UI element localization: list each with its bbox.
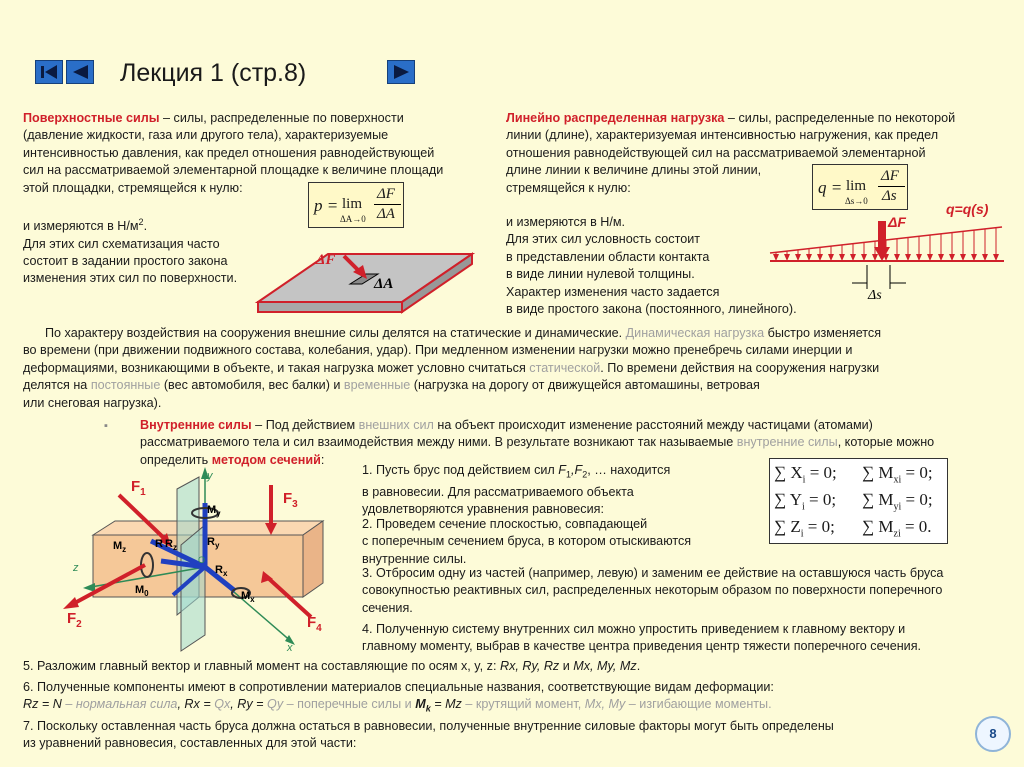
- step2-l1: 2. Проведем сечение плоскостью, совпадающей: [362, 517, 648, 531]
- rx-label: $R_x$: [215, 564, 228, 578]
- eq-row3b: ∑ $M_{zi} = 0$.: [862, 517, 932, 540]
- fig-linear-df-label: ΔF: [888, 214, 906, 230]
- first-slide-icon: [36, 61, 62, 83]
- step2-l3: внутренние силы.: [362, 551, 467, 566]
- load-arrow-head: [916, 254, 922, 261]
- surface-unit-end: .: [143, 219, 148, 234]
- formula-p-lim: lim: [342, 196, 363, 212]
- load-arrow-head: [828, 254, 834, 261]
- step6-ry: , Ry =: [230, 697, 268, 712]
- f2-label: $F_2$: [67, 610, 82, 630]
- load-arrow-head: [993, 254, 999, 261]
- step1-d: , … находится: [587, 463, 671, 477]
- formula-q-num: ΔF: [881, 168, 899, 184]
- character-l4c: (вес автомобиля, вес балки) и: [160, 378, 344, 393]
- load-character-paragraph: [23, 325, 881, 412]
- load-arrow-head: [971, 254, 977, 261]
- z-axis-label: z: [73, 562, 79, 574]
- load-arrow-head: [817, 254, 823, 261]
- step-1: [362, 462, 670, 519]
- equilibrium-equations: [769, 458, 948, 544]
- step6-l1: 6. Полученные компоненты имеют в сопротивлении материалов специальные названия, соответствующие видам деформации:: [23, 680, 774, 694]
- load-arrow-head: [861, 254, 867, 261]
- page-title: Лекция 1 (стр.8): [120, 59, 307, 87]
- eq-row2b: ∑ $M_{yi} = 0$;: [862, 490, 933, 513]
- character-l1c: быстро изменяется: [764, 326, 882, 340]
- linear-line5: стремящейся к нулю:: [506, 180, 631, 195]
- first-slide-button[interactable]: [35, 60, 63, 84]
- step1-f1: F: [558, 463, 566, 477]
- linear-line6: и измеряются в Н/м.: [506, 215, 626, 230]
- formula-q-sub: Δs→0: [845, 196, 868, 206]
- load-arrow-head: [927, 254, 933, 261]
- dynamic-load-term: Динамическая нагрузка: [625, 326, 765, 340]
- step2-l2: с поперечным сечением бруса, в котором отыскиваются: [362, 534, 692, 549]
- mz-label: $M_z$: [113, 540, 127, 554]
- load-arrow-head: [850, 254, 856, 261]
- step-3: [362, 565, 943, 617]
- internal-l2a: рассматриваемого тела и сил взаимодействия между ними. В результате возникают так называемые: [140, 435, 737, 450]
- step3-l2: совокупностью реактивных сил, распределенных некоторым образом по поверхности поперечного: [362, 583, 943, 598]
- load-arrow-head: [795, 254, 801, 261]
- load-arrow-head: [949, 254, 955, 261]
- internal-l1d: на объект происходит изменение расстояний между частицами (атомами): [433, 418, 873, 432]
- plate-front: [258, 302, 402, 312]
- step5-a: 5. Разложим главный вектор и главный момент на составляющие по осям x, y, z:: [23, 659, 500, 673]
- fig-df-label: ΔF: [316, 252, 336, 268]
- step-7: [23, 718, 834, 753]
- load-arrow-head: [773, 254, 779, 261]
- step7-l2: из уравнений равновесия, составленных для этой части:: [23, 736, 357, 751]
- surface-line8: состоит в задании простого закона: [23, 254, 228, 269]
- step-5: [23, 658, 640, 675]
- linear-line3: отношения равнодействующей сил на рассматриваемой элементарной: [506, 145, 926, 160]
- step1-l2: в равновесии. Для рассматриваемого объекта: [362, 484, 634, 499]
- internal-forces-term-2: внутренние силы: [736, 435, 838, 450]
- step6-mz: = Mz: [430, 697, 462, 712]
- load-arrow-head: [806, 254, 812, 261]
- character-l5: или снеговая нагрузка).: [23, 395, 162, 410]
- step6-mxmy: Mx, My: [584, 697, 626, 712]
- surface-line2: (давление жидкости, газа или другого тела), характеризуемые: [23, 128, 389, 143]
- load-arrow-head: [905, 254, 911, 261]
- eq-row1: ∑ $X_i = 0$;: [774, 463, 837, 486]
- linear-line9: в виде линии нулевой толщины.: [506, 267, 695, 282]
- load-arrow-head: [839, 254, 845, 261]
- step6-normal-force: – нормальная сила: [61, 697, 178, 712]
- surface-unit: и измеряются в Н/м: [23, 219, 139, 234]
- rz-label: $R_z$: [165, 538, 177, 552]
- surface-forces-term: Поверхностные силы: [23, 111, 160, 125]
- eq-row2: ∑ $Y_i = 0$;: [774, 490, 837, 513]
- step3-l1: 3. Отбросим одну из частей (например, левую) и заменим ее действие на оставшуюся часть бруса: [362, 566, 944, 580]
- load-arrow-head: [894, 254, 900, 261]
- character-l4a: делятся на: [23, 378, 91, 393]
- internal-l1b: – Под действием: [251, 418, 359, 432]
- surface-line3: интенсивностью давления, как предел отношения равнодействующей: [23, 145, 435, 160]
- bar-top-face: [93, 521, 323, 535]
- resultant-df-shaft: [878, 221, 886, 249]
- section-plane-2: [181, 525, 205, 651]
- step6-qx: Qx: [214, 697, 231, 712]
- f3-label: $F_3$: [283, 490, 298, 510]
- step-6: [23, 679, 774, 718]
- next-slide-button[interactable]: [387, 60, 415, 84]
- linear-line11: в виде простого закона (постоянного, линейного).: [506, 302, 797, 317]
- y-axis-label: y: [207, 470, 213, 482]
- formula-q-lhs: q =: [818, 178, 843, 197]
- prev-slide-button[interactable]: [66, 60, 94, 84]
- formula-p-sub: ΔA→0: [340, 214, 366, 224]
- linear-load-figure: [766, 195, 1006, 303]
- prev-slide-icon: [67, 61, 93, 83]
- step1-f2-sub: 2: [582, 469, 588, 480]
- linear-line8: в представлении области контакта: [506, 249, 710, 264]
- character-l4e: (нагрузка на дорогу от движущейся автомашины, ветровая: [410, 378, 760, 393]
- formula-q-den: Δs: [882, 188, 897, 204]
- step7-l1: 7. Поскольку оставленная часть бруса должна остаться в равновесии, полученные внутренние силовые факторы могут быть определены: [23, 719, 834, 733]
- load-arrow-head: [784, 254, 790, 261]
- linear-line2: линии (длине), характеризуемая интенсивностью нагружения, как предел: [506, 128, 939, 143]
- mx-label: $M_x$: [241, 590, 255, 604]
- formula-p-lhs: p =: [314, 196, 339, 215]
- f4-label: $F_4$: [307, 614, 322, 634]
- internal-l2c: , которые можно: [837, 435, 935, 450]
- character-l3a: деформациями, возникающими в объекте, и такая нагрузка может условно считаться: [23, 360, 530, 375]
- step6-qy: Qy: [267, 697, 284, 712]
- static-term: статической: [529, 360, 601, 375]
- character-l2: во времени (при движении подвижного состава, колебания, удар). При медленном изменении нагрузки можно пренебречь силами инерции и: [23, 343, 853, 358]
- page-number: 8: [989, 726, 997, 741]
- step5-d: Mx, My, Mz: [573, 659, 637, 673]
- formula-p-bar: [374, 204, 401, 205]
- step3-l3: сечения.: [362, 600, 413, 615]
- page-number-badge: [975, 716, 1011, 752]
- step1-f2: ,F: [571, 463, 583, 477]
- fig-ds-label: Δs: [868, 288, 882, 303]
- surface-line1: – силы, распределенные по поверхности: [159, 111, 404, 125]
- load-arrow-head: [872, 254, 878, 261]
- load-arrow-head: [960, 254, 966, 261]
- fig-q-label: q=q(s): [946, 201, 989, 217]
- internal-l3c: :: [320, 452, 325, 467]
- eq-row3: ∑ $Z_i = 0$;: [774, 517, 835, 540]
- load-arrow-head: [938, 254, 944, 261]
- m0-label: $M_0$: [135, 584, 149, 598]
- linear-line1: – силы, распределенные по некоторой: [724, 111, 956, 125]
- step5-c: и: [559, 659, 574, 673]
- external-forces-term: внешних сил: [358, 418, 434, 432]
- step6-mk-sub: k: [425, 703, 431, 714]
- method-of-sections-term: методом сечений: [211, 452, 321, 467]
- surface-line9: изменения этих сил по поверхности.: [23, 271, 238, 286]
- bar-side-face: [303, 521, 323, 597]
- bar-section-figure: [55, 465, 355, 655]
- f1-label: $F_1$: [131, 478, 146, 498]
- my-label: $M_y$: [207, 504, 221, 518]
- formula-q-lim: lim: [846, 178, 867, 194]
- step6-rx: , Rx =: [177, 697, 215, 712]
- step6-rz: Rz = N: [23, 697, 62, 712]
- linear-line7: Для этих сил условность состоит: [506, 232, 701, 247]
- step5-b: Rx, Ry, Rz: [499, 659, 560, 673]
- x-axis-label: x: [287, 642, 293, 654]
- formula-p-den: ΔA: [377, 206, 395, 222]
- r-label: R: [155, 538, 163, 550]
- step6-bending: – изгибающие моменты.: [625, 697, 772, 712]
- load-arrow-head: [982, 254, 988, 261]
- linear-line4: длине линии к величине длины этой линии,: [506, 163, 762, 178]
- next-slide-icon: [388, 61, 414, 83]
- surface-unit-sup: 2: [138, 217, 144, 228]
- internal-forces-term: Внутренние силы: [140, 418, 252, 432]
- step6-shear: – поперечные силы и: [283, 697, 416, 712]
- linear-line10: Характер изменения часто задается: [506, 284, 720, 299]
- temporary-term: временные: [343, 378, 411, 393]
- linear-load-term: Линейно распределенная нагрузка: [506, 111, 725, 125]
- surface-line7: Для этих сил схематизация часто: [23, 236, 220, 251]
- step5-dot: .: [636, 659, 641, 673]
- step1-f1-sub: 1: [565, 469, 571, 480]
- origin-label: O: [198, 555, 206, 565]
- fig-da-label: ΔA: [374, 276, 394, 292]
- step-2: [362, 516, 691, 568]
- formula-q-bar: [878, 186, 905, 187]
- step4-l2: главному моменту, выбрав в качестве центра приведения центр тяжести поперечного сечения.: [362, 639, 922, 654]
- eq-row1b: ∑ $M_{xi} = 0$;: [862, 463, 933, 486]
- step4-l1: 4. Полученную систему внутренних сил можно упростить приведением к главному вектору и: [362, 622, 906, 636]
- surface-line5: этой площадки, стремящейся к нулю:: [23, 180, 243, 195]
- surface-plate-figure: [250, 222, 475, 314]
- step1-l3: удовлетворяются уравнения равновесия:: [362, 502, 604, 517]
- bullet-icon: ▪: [104, 420, 108, 432]
- step6-torque: – крутящий момент,: [461, 697, 585, 712]
- formula-p-num: ΔF: [377, 186, 395, 202]
- step6-mk: M: [415, 697, 426, 712]
- permanent-term: постоянные: [90, 378, 161, 393]
- surface-line4: сил на рассматриваемой элементарной площадке к величине площади: [23, 163, 444, 178]
- character-l3c: . По времени действия на сооружения нагрузки: [600, 360, 880, 375]
- character-l1a: По характеру воздействия на сооружения внешние силы делятся на статические и динамические.: [45, 326, 626, 340]
- step1-a: 1. Пусть брус под действием сил: [362, 463, 559, 477]
- internal-l3a: определить: [140, 452, 212, 467]
- ry-label: $R_y$: [207, 536, 220, 550]
- step-4: [362, 621, 921, 656]
